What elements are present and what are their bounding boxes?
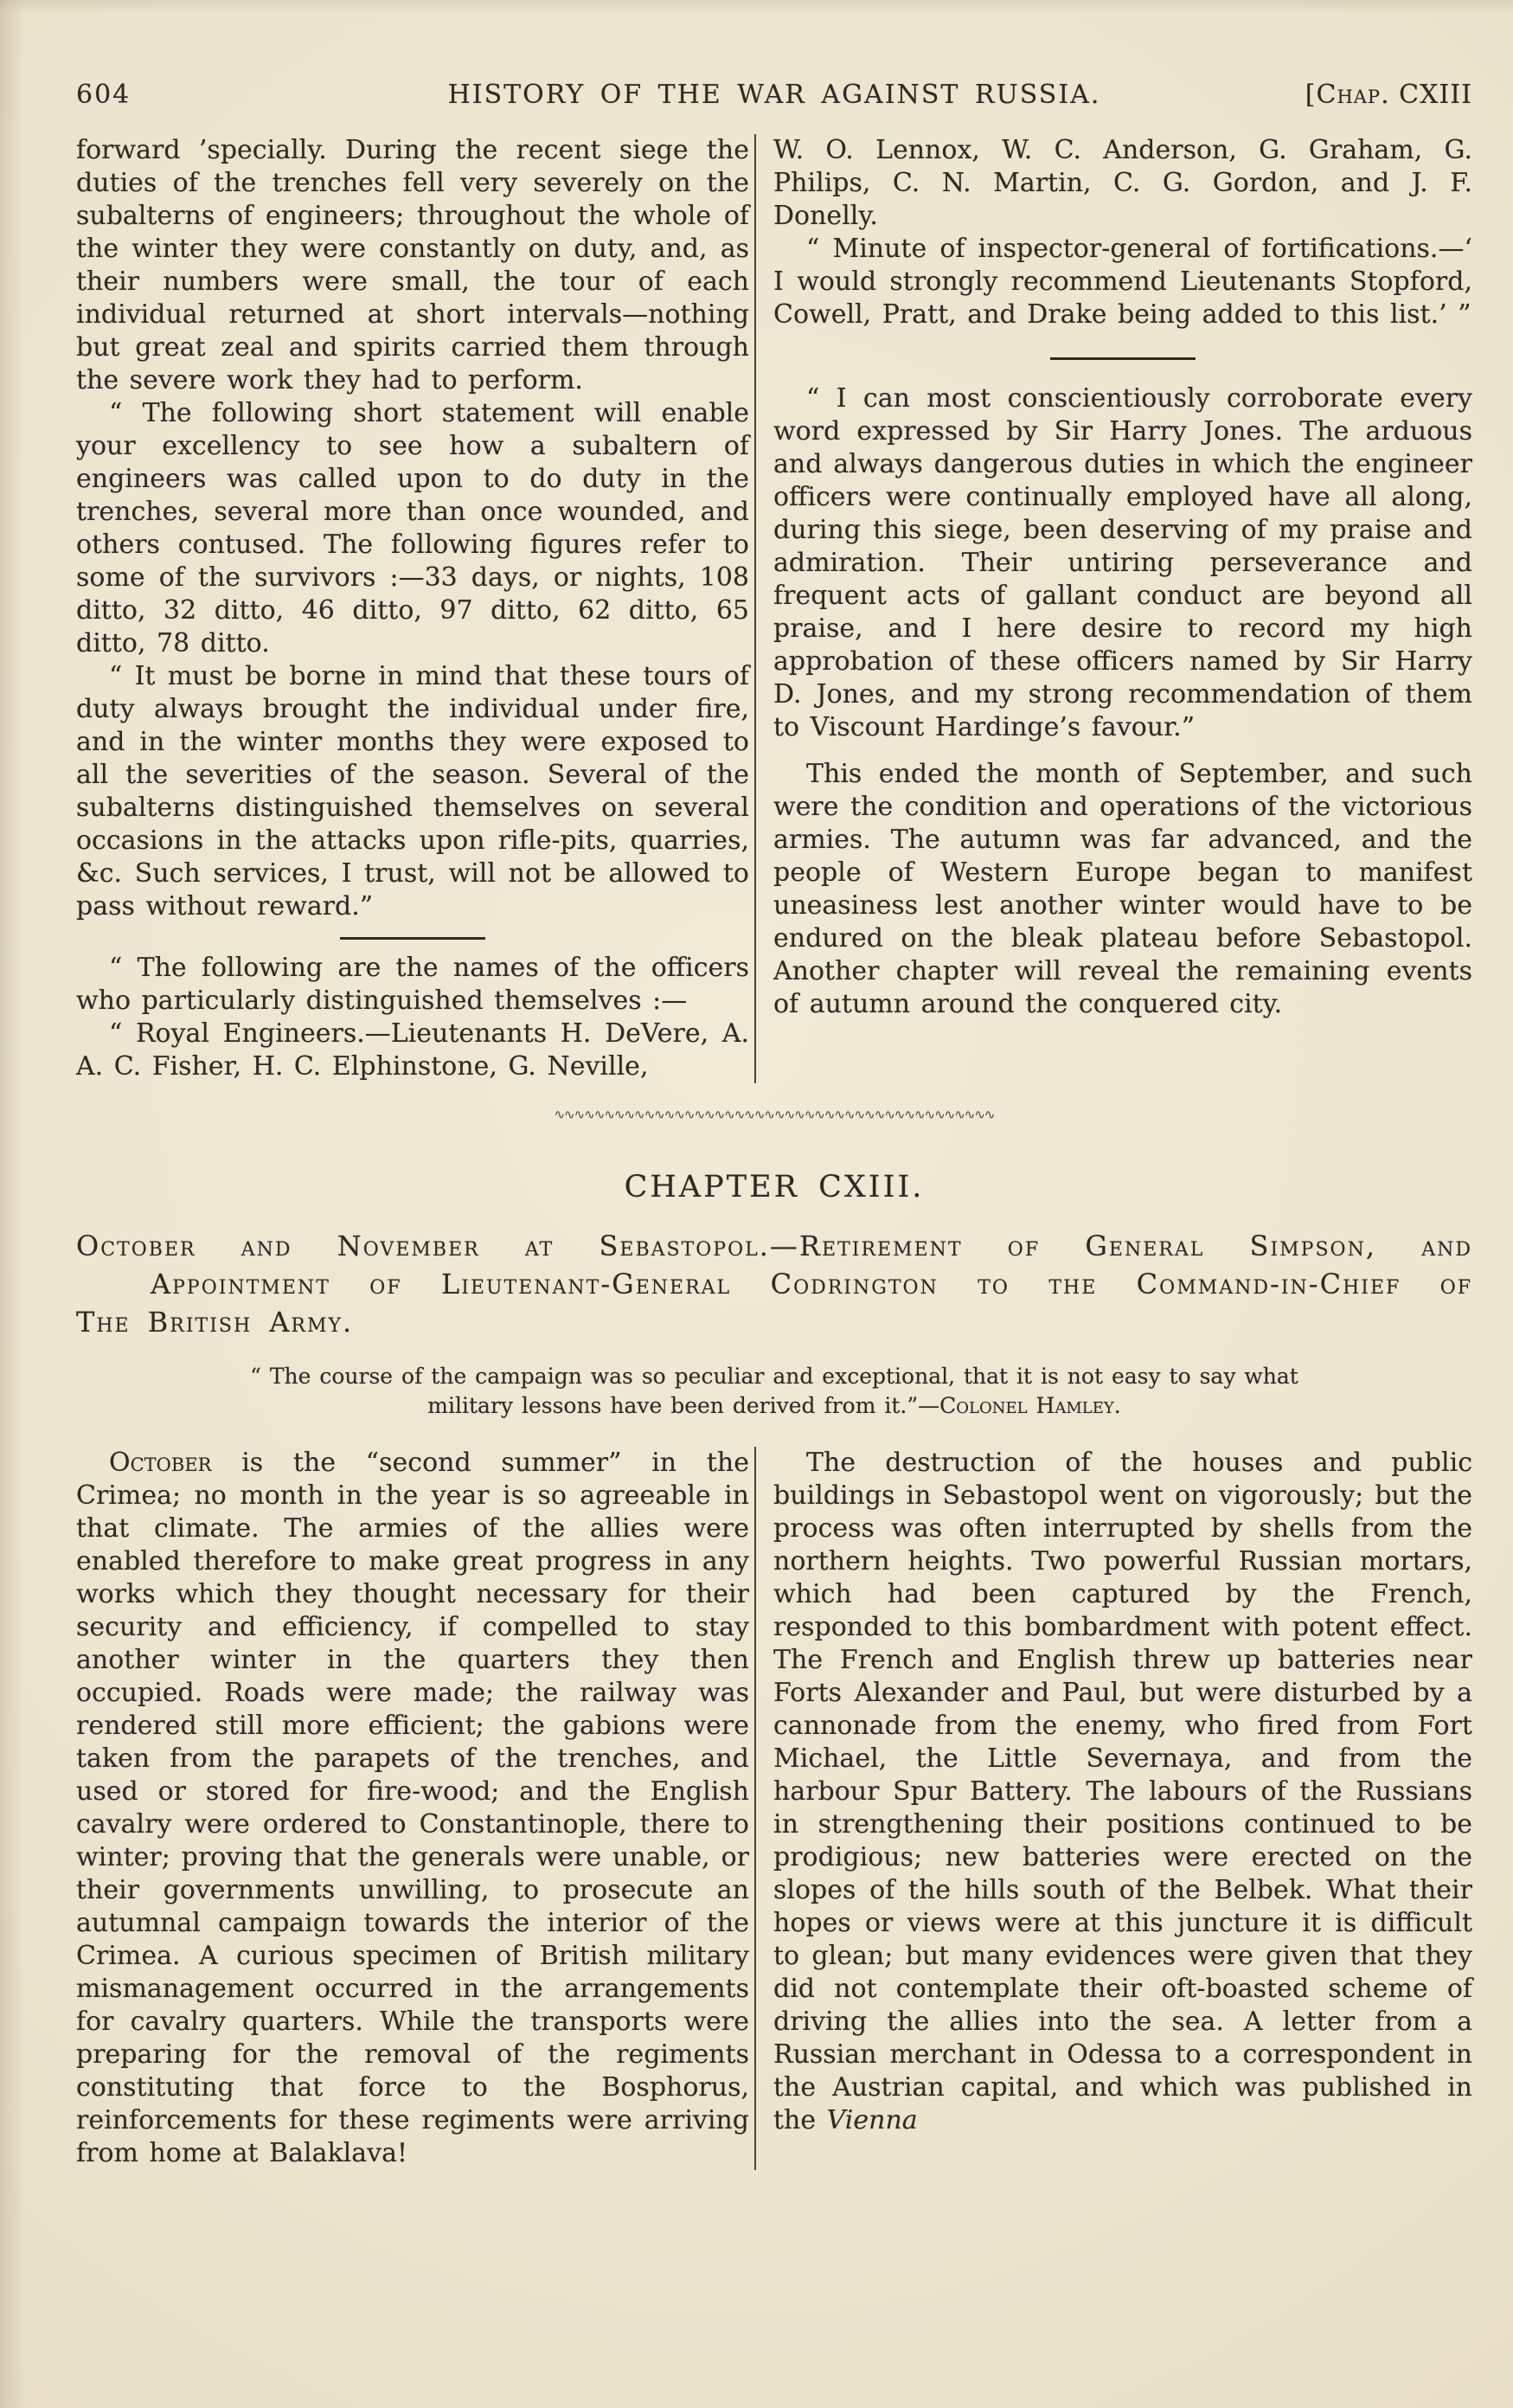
epigraph-text: military lessons have been derived from it.”—	[427, 1393, 940, 1418]
chapter-heading-line: The British Army.	[76, 1306, 354, 1339]
paragraph-text: is the “second summer” in the Crimea; no month in the year is so agreeable in that climate. The armies of the allies were enabled therefore to make great progress in any works which they thought necessary for their security and efficiency, if compelled to stay another winter in the quarters they then occupied. Roads were made; the railway was rendered still more efficient; the gabions were taken from the parapets of the trenches, and used or stored for fire-wood; and the English cavalry were ordered to Constantinople, there to winter; proving that the generals were unable, or their governments unwilling, to prosecute an autumnal campaign towards the interior of the Crimea. A curious specimen of British military mismanagement occurred in the arrangements for cavalry quarters. While the transports were preparing for the removal of the regiments constituting that force to the Bosphorus, reinforcements for these regiments were arriving from home at Balaklava!	[76, 1448, 749, 2168]
epigraph-line: “ The course of the campaign was so peculiar and exceptional, that it is not easy to say what	[250, 1364, 1298, 1389]
paragraph: “ Royal Engineers.—Lieutenants H. DeVere, A. A. C. Fisher, H. C. Elphinstone, G. Neville,	[76, 1018, 749, 1082]
paragraph: “ The following are the names of the officers who particularly distinguished themselves :—	[76, 953, 749, 1016]
lower-text-section	[76, 1447, 1472, 2170]
upper-right-column	[773, 134, 1472, 1083]
paragraph: “ I can most conscientiously corroborate every word expressed by Sir Harry Jones. The arduous and always dangerous duties in which the engineer officers were continually employed have all along, during this siege, been deserving of my praise and admiration. Their untiring perseverance and frequent acts of gallant conduct are beyond all praise, and I here desire to record my high approbation of these officers named by Sir Harry D. Jones, and my strong recommendation of them to Viscount Hardinge’s favour.”	[773, 383, 1472, 742]
section-rule	[1050, 357, 1196, 360]
lower-right-column	[773, 1447, 1472, 2170]
lower-left-column	[76, 1447, 749, 2170]
upper-text-section	[76, 134, 1472, 1083]
epigraph-line	[76, 1391, 1472, 1421]
paragraph: “ The following short statement will enable your excellency to see how a subaltern of engineers was called upon to do duty in the trenches, several more than once wounded, and others contused. The following figures refer to some of the survivors :—33 days, or nights, 108 ditto, 32 ditto, 46 ditto, 97 ditto, 62 ditto, 65 ditto, 78 ditto.	[76, 398, 749, 658]
epigraph	[76, 1362, 1472, 1421]
column-divider	[754, 134, 756, 1083]
paragraph-text: The destruction of the houses and public buildings in Sebastopol went on vigorously; but the process was often interrupted by shells from the northern heights. Two powerful Russian mortars, which had been captured by the French, responded to this bombardment with potent effect. The French and English threw up batteries near Forts Alexander and Paul, but were disturbed by a cannonade from the enemy, who fired from Fort Michael, the Little Severnaya, and from the harbour Spur Battery. The labours of the Russians in strengthening their positions continued to be prodigious; new batteries were erected on the slopes of the hills south of the Belbek. What their hopes or views were at this juncture it is difficult to glean; but many evidences were given that they did not contemplate their oft-boasted scheme of driving the allies into the sea. A letter from a Russian merchant in Odessa to a correspondent in the Austrian capital, and which was published in the	[773, 1448, 1472, 2135]
chapter-reference: [Chap. CXIII	[1305, 80, 1472, 110]
page-header	[76, 80, 1472, 110]
paragraph-lead-word: October	[109, 1448, 212, 1478]
italic-title: Vienna	[826, 2105, 918, 2135]
squiggle-separator: ∿∿∿∿∿∿∿∿∿∿∿∿∿∿∿∿∿∿∿∿∿∿∿∿∿∿∿∿∿∿∿∿∿∿∿∿∿∿∿∿∿∿∿∿	[554, 1107, 995, 1122]
paragraph: W. O. Lennox, W. C. Anderson, G. Graham, G. Philips, C. N. Martin, C. G. Gordon, and J. F. Donelly.	[773, 135, 1472, 231]
paragraph: forward ’specially. During the recent siege the duties of the trenches fell very severely on the subalterns of engineers; throughout the whole of the winter they were constantly on duty, and, as their numbers were small, the tour of each individual returned at short intervals—nothing but great zeal and spirits carried them through the severe work they had to perform.	[76, 135, 749, 395]
paragraph: “ Minute of inspector-general of fortifications.—‘ I would strongly recommend Lieutenants Stopford, Cowell, Pratt, and Drake being added to this list.’ ”	[773, 234, 1472, 330]
chapter-heading	[76, 1227, 1472, 1341]
chapter-heading-line: Appointment of Lieutenant-General Codrington to the Command-in-Chief of	[151, 1268, 1472, 1300]
section-rule	[340, 937, 485, 940]
epigraph-attribution: Colonel Hamley.	[939, 1393, 1121, 1418]
paragraph: This ended the month of September, and such were the condition and operations of the victorious armies. The autumn was far advanced, and the people of Western Europe began to manifest uneasiness lest another winter would have to be endured on the bleak plateau before Sebastopol. Another chapter will reveal the remaining events of autumn around the conquered city.	[773, 759, 1472, 1019]
column-divider	[754, 1447, 756, 2170]
page-number: 604	[76, 80, 131, 110]
upper-left-column	[76, 134, 749, 1083]
chapter-heading-line: October and November at Sebastopol.—Retirement of General Simpson, and	[76, 1230, 1472, 1262]
chapter-title: CHAPTER CXIII.	[624, 1170, 925, 1204]
running-title: HISTORY OF THE WAR AGAINST RUSSIA.	[447, 80, 1101, 110]
paragraph	[76, 1447, 749, 2170]
paragraph	[773, 1447, 1472, 2137]
paragraph: “ It must be borne in mind that these tours of duty always brought the individual under fire, and in the winter months they were exposed to all the severities of the season. Several of the subalterns distinguished themselves on several occasions in the attacks upon rifle-pits, quarries, &c. Such services, I trust, will not be allowed to pass without reward.”	[76, 661, 749, 921]
